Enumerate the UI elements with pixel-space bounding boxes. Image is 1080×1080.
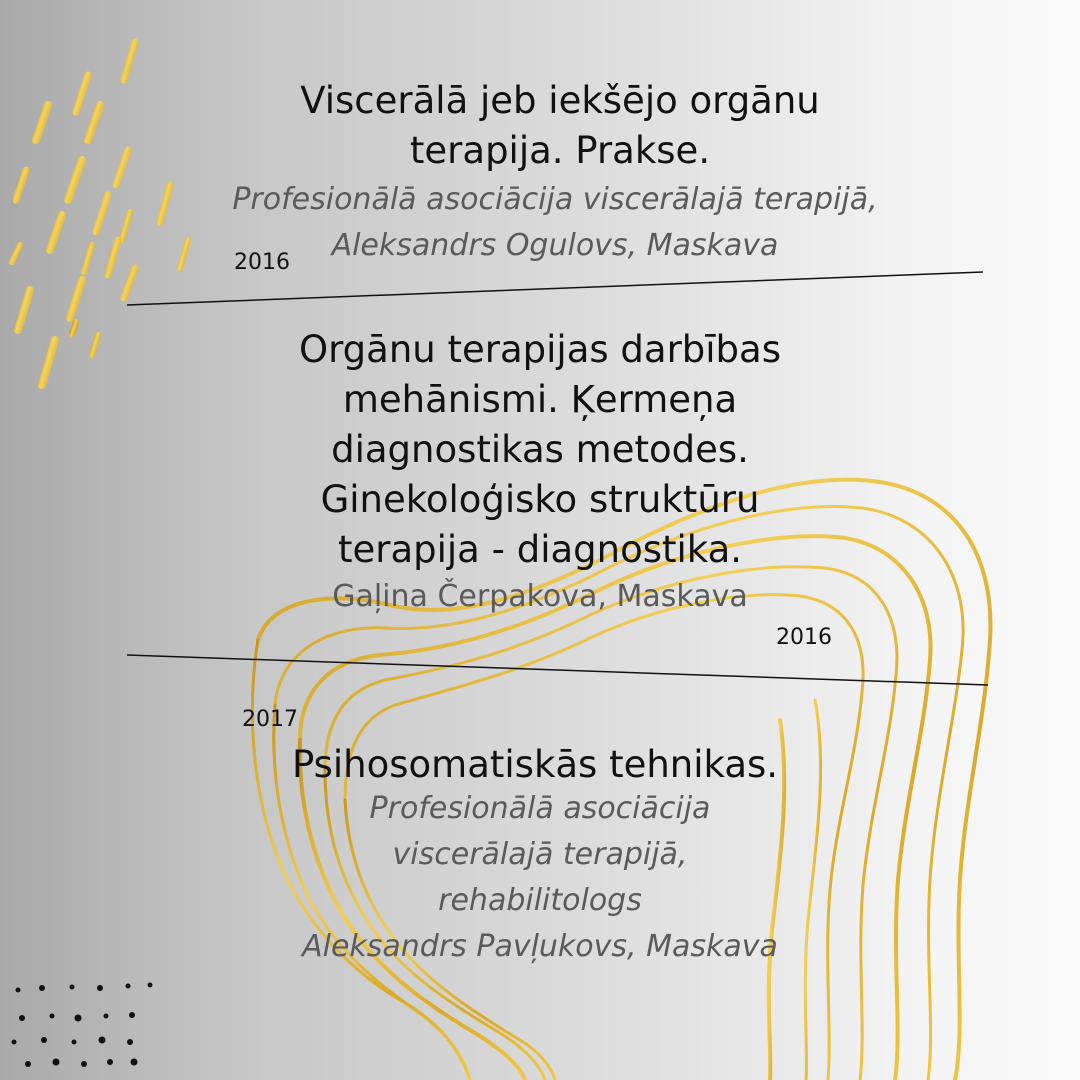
entry-year: 2016 xyxy=(776,625,832,650)
entry-title-line: mehānismi. Ķermeņa xyxy=(342,378,738,421)
entry-title-line: Orgānu terapijas darbības xyxy=(299,328,781,371)
entry-title-line: Psihosomatiskās tehnikas. xyxy=(291,743,779,786)
entry-title-line: terapija. Prakse. xyxy=(409,129,711,172)
divider-line xyxy=(127,655,988,685)
entry-subtitle-line: Aleksandrs Pavļukovs, Maskava xyxy=(302,929,778,964)
entry-title-line: diagnostikas metodes. xyxy=(331,428,749,471)
entry-subtitle-line: Profesionālā asociācija viscerālajā terapijā, xyxy=(232,182,878,217)
entry-subtitle-line: Profesionālā asociācija xyxy=(369,791,711,826)
entry-title xyxy=(200,76,920,176)
entry-title xyxy=(200,740,870,790)
entry-year: 2016 xyxy=(234,250,290,275)
entry-subtitle xyxy=(240,574,840,620)
entry-title-line: Ginekoloģisko struktūru xyxy=(320,478,760,521)
entry-year: 2017 xyxy=(242,707,298,732)
entry-subtitle-line: Aleksandrs Ogulovs, Maskava xyxy=(331,228,779,263)
entry-title-line: terapija - diagnostika. xyxy=(337,528,743,571)
entry-subtitle xyxy=(240,786,840,970)
entry-title-line: Viscerālā jeb iekšējo orgānu xyxy=(300,79,820,122)
entry-subtitle-line: rehabilitologs xyxy=(438,883,642,918)
entry-title xyxy=(180,325,900,575)
entry-subtitle-line: Gaļina Čerpakova, Maskava xyxy=(332,579,748,614)
entry-subtitle-line: viscerālajā terapijā, xyxy=(392,837,688,872)
divider-line xyxy=(127,272,983,305)
